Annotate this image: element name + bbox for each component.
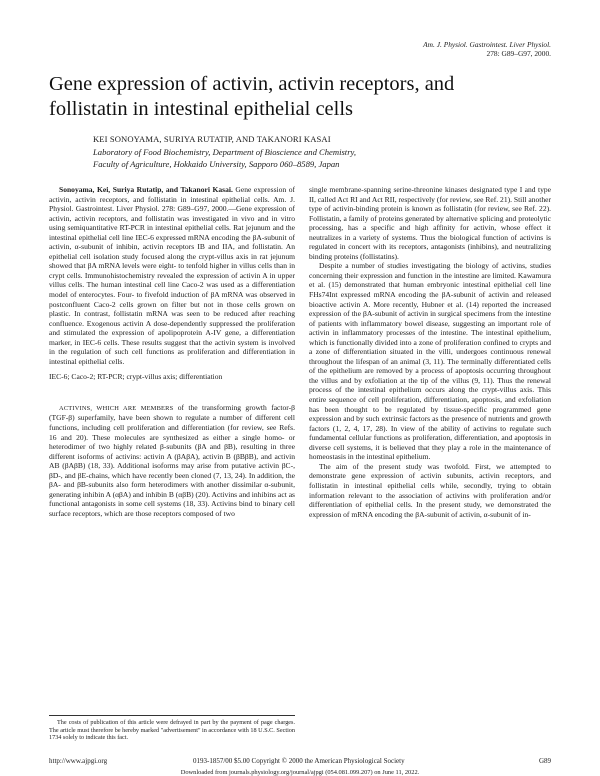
affiliation-line-1: Laboratory of Food Biochemistry, Department of Bioscience and Chemistry, <box>93 147 357 157</box>
footnote <box>49 719 295 742</box>
right-column <box>309 185 551 519</box>
footnote-divider <box>49 715 295 716</box>
title-line-1: Gene expression of activin, activin receptors, and <box>49 73 455 95</box>
affiliation <box>93 147 356 170</box>
download-notice: Downloaded from journals.physiology.org/journal/ajpgi (054.081.099.207) on June 11, 2022. <box>180 769 420 776</box>
intro-paragraph-1 <box>49 403 295 519</box>
abstract-lead: Sonoyama, Kei, Suriya Rutatip, and Takanori Kasai. <box>59 185 233 194</box>
intro-text: of the transforming growth factor-β (TGF-β) superfamily, have been shown to regulate a number of different cell functions, including cell proliferation and differentiation (for review, see Refs. 16 and 20). These molecules are synthesized as either a single homo- or heterodimer of two highly related β-subunits (βA and βB), resulting in three different isoforms of activins: activin A (βAβA), activin B (βBβB), and activin AB (βAβB) (18, 33). Additional isoforms may arise from putative activin βC-, βD-, and βE-chains, which have recently been cloned (7, 13, 24). In addition, the βA- and βB-subunits also form heterodimers with another dissimilar α-subunit, generating inhibin A (αβA) and inhibin B (αβB) (20). Activins and inhibins act as functional antagonists in some cell systems (18, 33). Activins bind to binary cell surface receptors, which are those receptors composed of two <box>49 402 295 518</box>
abstract-text: Gene expression of activin, activin receptors, and follistatin in intestinal epithelial cells. Am. J. Physiol. Gastrointest. Liver Physiol. 278: G89–G97, 2000.—Gene expression of activin, activin receptors, and follistatin was investigated in vivo and in vitro using semiquantitative RT-PCR in intestinal epithelial cells. Rat jejunum and the intestinal epithelial cell line IEC-6 expressed mRNA encoding the βA-subunit of activin, α-subunit of inhibin, activin receptors IB and IIA, and follistatin. An epithelial cell isolation study focused along the crypt-villus axis in rat jejunum showed that βA mRNA levels were eight- to tenfold higher in villus cells than in crypt cells. Immunohistochemistry revealed the expression of activin A in upper villus cells. The human intestinal cell line Caco-2 was used as a differentiation model of enterocytes. Four- to fivefold induction of βA mRNA was observed in postconfluent Caco-2 cells grown on filter but not in those cells grown on plastic. In contrast, follistatin mRNA was seen to be reduced after reaching confluence. Exogenous activin A dose-dependently suppressed the proliferation and stimulated the expression of apolipoprotein A-IV gene, a differentiation marker, in IEC-6 cells. These results suggest that the activin system is involved in the regulation of such cell functions as proliferation and differentiation in intestinal epithelial cells. <box>49 185 295 366</box>
affiliation-line-2: Faculty of Agriculture, Hokkaido University, Sapporo 060–8589, Japan <box>93 158 340 169</box>
author-list: KEI SONOYAMA, SURIYA RUTATIP, AND TAKANORI KASAI <box>93 134 331 144</box>
abstract <box>49 185 295 366</box>
article-title <box>49 72 549 122</box>
keywords: IEC-6; Caco-2; RT-PCR; crypt-villus axis; differentiation <box>49 372 223 382</box>
intro-paragraph-2: Despite a number of studies investigating the biology of activins, studies concerning their expression and function in the intestine are limited. Kawamura et al. (15) demonstrated that human embryonic intestinal epithelial cell line FHs74Int expressed mRNA encoding the βA-subunit of activin and released bioactive activin A. More recently, Hubner et al. (14) reported the increased expression of the βA-subunit of activin in surgical specimens from the intestine of patients with inflammatory bowel disease, suggesting an important role of activin in inflammatory processes of the intestine. The intestinal epithelium, which is functionally divided into a zone of proliferation confined to crypts and a zone of differentiation situated in the villi, undergoes continuous renewal throughout the lifespan of an animal (3, 11). The terminally differentiated cells of the epithelium are removed by a process of apoptosis occurring throughout the villus and by exfoliation at the tip of the villus (9, 11). Thus the renewal process of the intestinal epithelium occurs along the crypt-villus axis. This entire sequence of cell proliferation, differentiation, apoptosis, and exfoliation has been thought to be regulated by tissue-specific programmed gene expression and by such extrinsic factors as the presence of nutrients and growth factors (1, 2, 4, 17, 28). In view of the ability of activins to regulate such fundamental cellular functions as proliferation, differentiation, and apoptosis in diverse cell systems, it is believed that they play a role in the maintenance of homeostasis in the intestinal epithelium. <box>309 261 551 462</box>
journal-name: Am. J. Physiol. Gastrointest. Liver Physiol. <box>423 40 551 49</box>
copyright: 0193-1857/00 $5.00 Copyright © 2000 the American Physiological Society <box>193 757 405 765</box>
title-line-2: follistatin in intestinal epithelial cells <box>49 98 354 120</box>
page-number: G89 <box>538 757 551 765</box>
journal-citation <box>423 40 551 58</box>
journal-url[interactable]: http://www.ajpgi.org <box>49 757 108 765</box>
intro-paragraph-continued: single membrane-spanning serine-threonine kinases designated type I and type II, called Act RI and Act RII, respectively (for review, see Ref. 21). Still another type of activin-binding protein is known as follistatin (for review, see Ref. 22). Follistatin, a family of proteins generated by alternative splicing and proteolytic processing, has a specific and high affinity for activin, whose effect it neutralizes in a variety of systems. Thus the biological function of activins is regulated in concert with its receptors, antagonists (inhibins), and neutralizing binding proteins (follistatins). <box>309 185 551 261</box>
intro-paragraph-3: The aim of the present study was twofold. First, we attempted to demonstrate gene expression of activin subunits, activin receptors, and follistatin in intestinal epithelial cells while, secondly, trying to obtain information relevant to the association of activins with proliferation and/or differentiation of epithelial cells. In the present study, we demonstrated the expression of mRNA encoding the βA-subunit of activin, α-subunit of in- <box>309 461 551 519</box>
footnote-text: The costs of publication of this article were defrayed in part by the payment of page charges. The article must therefore be hereby marked "advertisement" in accordance with 18 U.S.C. Section 1734 solely to indicate this fact. <box>49 719 295 741</box>
intro-smallcaps: ACTIVINS, WHICH ARE MEMBERS <box>59 404 174 412</box>
left-column <box>49 185 295 519</box>
journal-pages: 278: G89–G97, 2000. <box>486 49 551 58</box>
